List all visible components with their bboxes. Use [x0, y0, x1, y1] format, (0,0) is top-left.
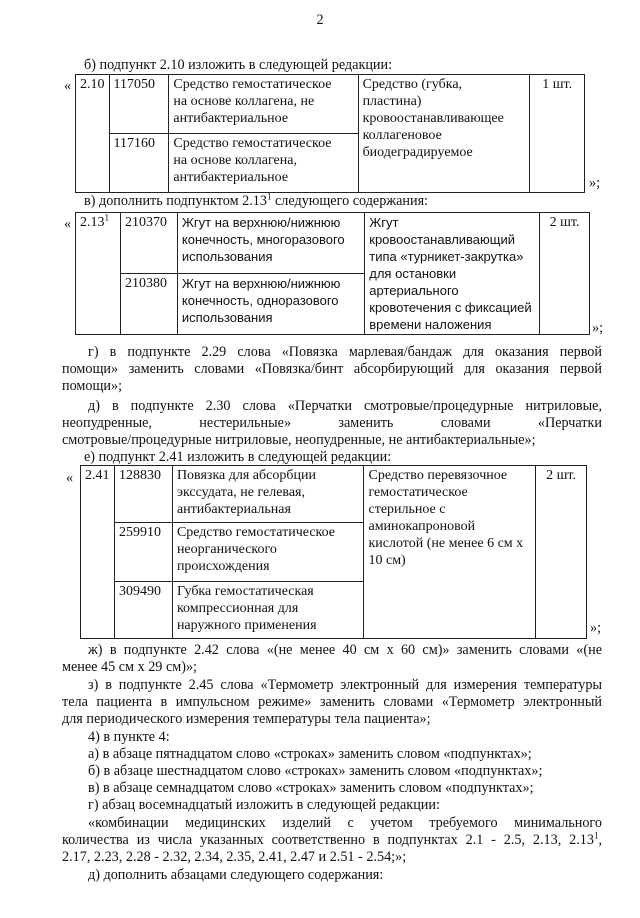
- section-b-name-1: Средство гемостатическое на основе коллагена, не антибактериальное: [169, 75, 358, 134]
- section-b-open-quote: «: [64, 78, 72, 94]
- para-d-end: смотровые/процедурные нитриловые, неопудренные, не антибактериальные»;: [62, 432, 536, 448]
- para-zh: ж) в подпункте 2.42 слова «(не менее 40 см х 60 см)» заменить словами «(не: [88, 642, 602, 658]
- item4-title: 4) в пункте 4:: [88, 729, 170, 745]
- section-e-open-quote: «: [66, 470, 74, 486]
- section-v-open-quote: «: [64, 216, 72, 232]
- section-e-name-1: Повязка для абсорбции экссудата, не гелевая, антибактериальная: [172, 466, 364, 523]
- section-e-code-2: 259910: [114, 523, 172, 582]
- para-d: д) в подпункте 2.30 слова «Перчатки смотровые/процедурные нитриловые, неопудренные, нестерильные» заменить словами «Перчатки: [62, 398, 602, 431]
- section-b-close: »;: [589, 175, 601, 191]
- section-v-code-2: 210380: [120, 274, 177, 335]
- page-number: 2: [316, 12, 324, 28]
- section-b-name-2: Средство гемостатическое на основе коллагена, антибактериальное: [169, 134, 358, 193]
- section-b-num: 2.10: [76, 75, 110, 193]
- para-g-end: помощи»;: [62, 378, 123, 394]
- section-v-name-2: Жгут на верхнюю/нижнюю конечность, одноразового использования: [177, 274, 364, 335]
- section-b-product: Средство (губка, пластина) кровоостанавливающее коллагеновое биодеградируемое: [358, 75, 530, 193]
- section-e-table: [80, 465, 587, 639]
- section-e-name-2: Средство гемостатическое неорганического происхождения: [172, 523, 364, 582]
- para-zh-end: менее 45 см х 29 см)»;: [62, 659, 197, 675]
- para-z-end: для периодического измерения температуры тела пациента»;: [62, 711, 431, 727]
- para-z: з) в подпункте 2.45 слова «Термометр электронный для измерения температуры тела пациента в импульсном режиме» заменить словами «Термометр электронный: [62, 677, 602, 710]
- section-e-code-1: 128830: [114, 466, 172, 523]
- section-e-name-3: Губка гемостатическая компрессионная для наружного применения: [172, 582, 364, 639]
- section-b-code-1: 117050: [109, 75, 169, 134]
- section-v-heading: в) дополнить подпунктом 2.13$^1$ следующего содержания:: [84, 191, 429, 209]
- section-e-qty: 2 шт.: [536, 466, 587, 639]
- item4-v: в) в абзаце семнадцатом слово «строках» заменить словом «подпунктах»;: [88, 780, 534, 796]
- section-b-table: [75, 74, 585, 193]
- item4-quote-end: 2.17, 2.23, 2.28 - 2.32, 2.34, 2.35, 2.41, 2.47 и 2.51 - 2.54;»;: [62, 849, 407, 865]
- section-e-close: »;: [590, 620, 602, 636]
- item4-d: д) дополнить абзацами следующего содержания:: [88, 867, 384, 883]
- section-b-heading: б) подпункт 2.10 изложить в следующей редакции:: [84, 57, 393, 73]
- item4-a: а) в абзаце пятнадцатом слово «строках» заменить словом «подпунктах»;: [88, 746, 532, 762]
- section-v-product: Жгут кровоостанавливающий типа «турникет-закрутка» для остановки артериального кровотечения с фиксацией времени наложения: [365, 213, 540, 335]
- section-e-code-3: 309490: [114, 582, 172, 639]
- section-v-close: »;: [592, 320, 604, 336]
- section-e-product: Средство перевязочное гемостатическое стерильное с аминокапроновой кислотой (не менее 6 см х 10 см): [364, 466, 536, 639]
- section-v-name-1: Жгут на верхнюю/нижнюю конечность, многоразового использования: [177, 213, 364, 274]
- item4-b: б) в абзаце шестнадцатом слово «строках» заменить словом «подпунктах»;: [88, 763, 543, 779]
- item4-quote: «комбинации медицинских изделий с учетом требуемого минимального количества из числа указанных соответственно в подпунктах 2.1 - 2.5, 2.13, 2.13$^1$,: [62, 815, 602, 848]
- section-e-heading: е) подпункт 2.41 изложить в следующей редакции:: [84, 449, 392, 465]
- section-v-table: [75, 212, 590, 335]
- item4-g: г) абзац восемнадцатый изложить в следующей редакции:: [88, 797, 440, 813]
- section-v-code-1: 210370: [120, 213, 177, 274]
- section-b-qty: 1 шт.: [530, 75, 585, 193]
- para-g: г) в подпункте 2.29 слова «Повязка марлевая/бандаж для оказания первой помощи» заменить словами «Повязка/бинт абсорбирующий для оказания первой: [62, 344, 602, 377]
- section-v-num: 2.13$^1$: [76, 213, 121, 335]
- section-b-code-2: 117160: [109, 134, 169, 193]
- section-e-num: 2.41: [81, 466, 115, 639]
- section-v-qty: 2 шт.: [540, 213, 590, 335]
